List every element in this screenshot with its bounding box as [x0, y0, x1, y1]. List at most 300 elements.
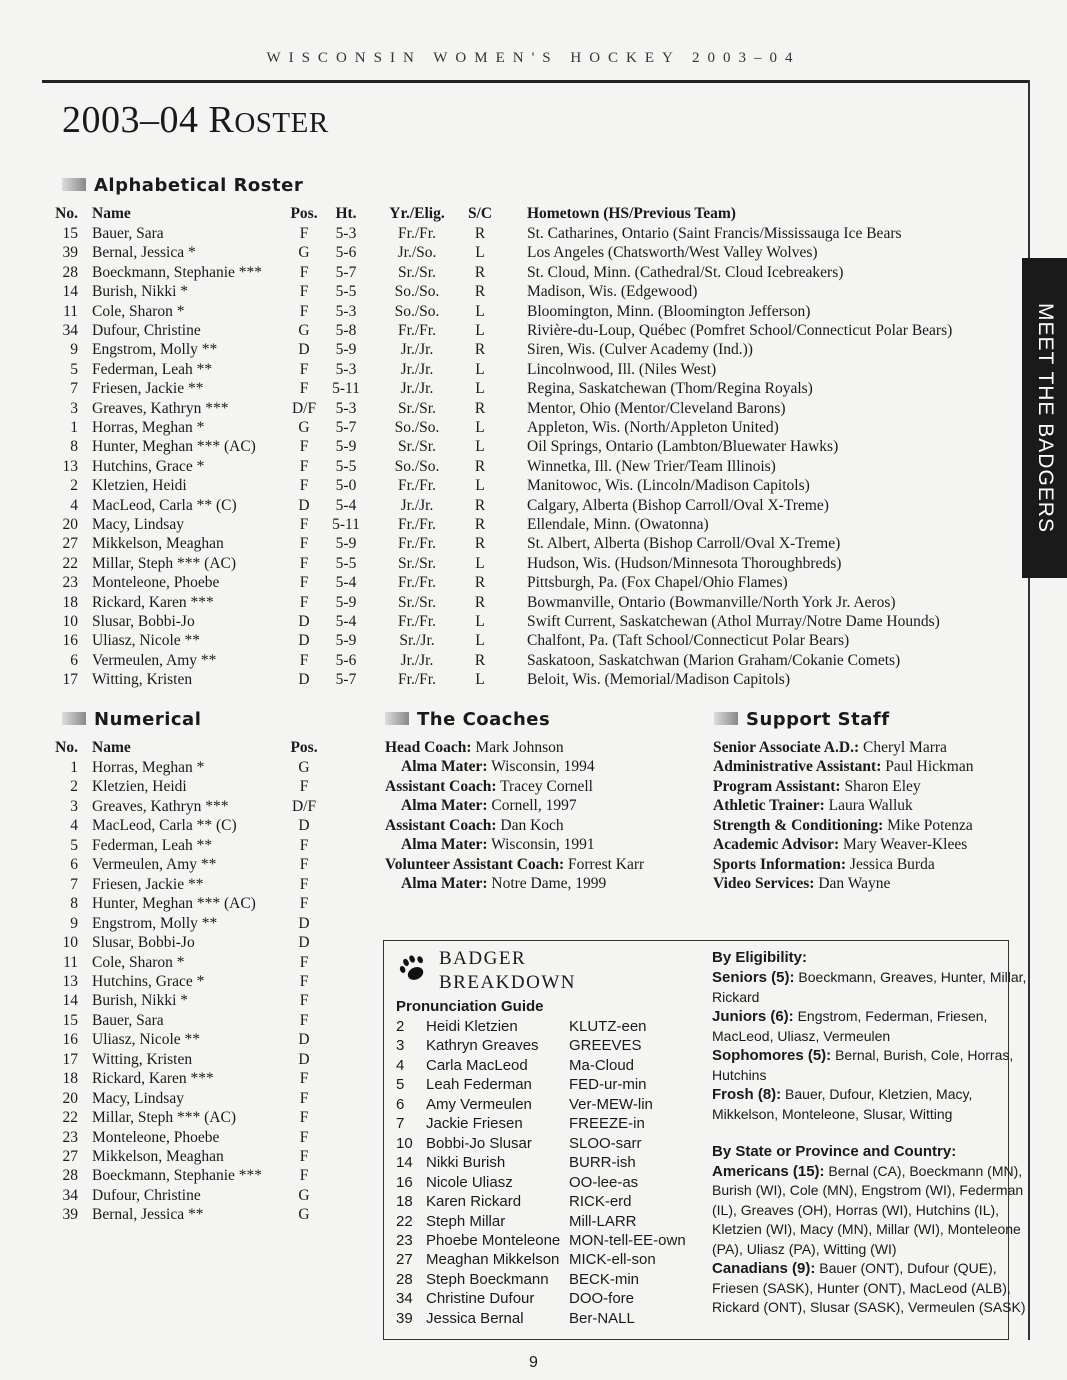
cell-hometown: Ellendale, Minn. (Owatonna): [527, 516, 709, 533]
staff-line: Athletic Trainer: Laura Walluk: [713, 797, 913, 815]
cell-year-elig: Fr./Fr.: [398, 671, 436, 689]
cell-number: 28: [62, 263, 78, 281]
cell-shoots-catches: R: [474, 574, 486, 592]
cell-number: 4: [70, 496, 78, 514]
cell-number: No.: [55, 739, 78, 756]
page-number: 9: [529, 1354, 538, 1371]
cell-hometown: St. Cloud, Minn. (Cathedral/St. Cloud Icebreakers): [527, 263, 844, 281]
cell-shoots-catches: L: [475, 554, 485, 572]
pron-number: 39: [396, 1309, 413, 1327]
cell-year-elig: Fr./Fr.: [398, 322, 436, 339]
pron-number: 28: [396, 1270, 413, 1288]
cell-position: D: [298, 934, 310, 952]
cell-position: F: [299, 380, 309, 398]
cell-shoots-catches: S/C: [467, 205, 493, 222]
cell-shoots-catches: R: [474, 496, 486, 514]
cell-shoots-catches: L: [475, 613, 485, 630]
cell-hometown: Appleton, Wis. (North/Appleton United): [527, 419, 779, 436]
cell-name: Slusar, Bobbi-Jo: [92, 934, 195, 952]
cell-name: Uliasz, Nicole **: [92, 632, 201, 650]
cell-number: 15: [62, 1011, 78, 1029]
cell-year-elig: Sr./Jr.: [399, 632, 435, 650]
cell-name: Vermeulen, Amy **: [92, 651, 217, 669]
table-header: [0, 205, 1020, 225]
state-line: Canadians (9): Bauer (ONT), Dufour (QUE),: [712, 1260, 997, 1278]
cell-position: F: [299, 535, 309, 553]
cell-year-elig: Fr./Fr.: [398, 535, 436, 553]
coach-line: Alma Mater: Wisconsin, 1994: [401, 758, 595, 776]
table-row: [0, 915, 1020, 935]
cell-year-elig: Jr./So.: [397, 244, 437, 262]
label: Program Assistant:: [713, 777, 841, 795]
cell-name: Kletzien, Heidi: [92, 477, 187, 495]
cell-name: Kletzien, Heidi: [92, 778, 187, 796]
cell-name: Macy, Lindsay: [92, 516, 184, 533]
cell-number: 5: [70, 836, 78, 854]
staff-line: Senior Associate A.D.: Cheryl Marra: [713, 739, 947, 756]
pron-name: Steph Millar: [426, 1212, 506, 1230]
pron-number: 34: [396, 1290, 413, 1308]
cell-position: F: [299, 225, 309, 242]
cell-year-elig: Sr./Sr.: [398, 593, 436, 611]
pron-name: Meaghan Mikkelson: [426, 1251, 560, 1269]
table-row: [0, 419, 1020, 439]
pron-name: Steph Boeckmann: [426, 1270, 549, 1288]
cell-number: 34: [62, 322, 78, 339]
cell-shoots-catches: R: [474, 341, 486, 359]
table-row: [0, 225, 1020, 245]
eligibility-line: Mikkelson, Monteleone, Slusar, Witting: [712, 1105, 953, 1122]
cell-position: F: [299, 1070, 309, 1088]
pron-phonetic: Ma-Cloud: [569, 1056, 635, 1074]
table-row: [0, 632, 1020, 652]
cell-position: D: [298, 341, 310, 359]
cell-name: Millar, Steph *** (AC): [92, 1109, 237, 1127]
cell-height: 5-7: [335, 671, 357, 689]
cell-hometown: Winnetka, Ill. (New Trier/Team Illinois): [527, 457, 776, 475]
cell-number: 4: [70, 817, 78, 835]
pron-phonetic: Ber-NALL: [569, 1309, 635, 1327]
cell-name: Slusar, Bobbi-Jo: [92, 613, 195, 630]
coach-line: Head Coach: Mark Johnson: [385, 739, 564, 756]
pron-phonetic: MON-tell-EE-own: [569, 1231, 686, 1249]
cell-number: 23: [62, 1128, 78, 1146]
pron-name: Leah Federman: [426, 1076, 532, 1094]
state-line: Rickard (ONT), Slusar (SASK), Vermeulen (SASK): [712, 1299, 1026, 1316]
cell-year-elig: Jr./Jr.: [400, 360, 434, 378]
table-row: [0, 477, 1020, 497]
running-head: WISCONSIN WOMEN'S HOCKEY 2003–04: [266, 50, 801, 66]
cell-height: 5-9: [335, 593, 357, 611]
cell-position: F: [299, 457, 309, 475]
pron-number: 27: [396, 1251, 413, 1269]
cell-hometown: Manitowoc, Wis. (Lincoln/Madison Capitols): [527, 477, 810, 495]
cell-position: F: [299, 283, 309, 301]
cell-position: F: [299, 1089, 309, 1107]
eligibility-line: Rickard: [712, 988, 760, 1005]
cell-number: 14: [62, 283, 78, 301]
cell-position: G: [298, 1206, 310, 1224]
cell-number: 14: [62, 992, 78, 1010]
paw-print-icon: [397, 953, 429, 983]
cell-year-elig: Fr./Fr.: [398, 477, 436, 495]
pron-name: Bobbi-Jo Slusar: [426, 1134, 532, 1152]
cell-name: Dufour, Christine: [92, 322, 201, 339]
cell-number: 1: [70, 759, 78, 776]
cell-position: D: [298, 671, 310, 689]
cell-shoots-catches: R: [474, 457, 486, 475]
cell-shoots-catches: R: [474, 593, 486, 611]
cell-year-elig: Fr./Fr.: [398, 574, 436, 592]
cell-name: Greaves, Kathryn ***: [92, 797, 229, 815]
pron-number: 22: [396, 1212, 413, 1230]
cell-number: 20: [62, 1089, 78, 1107]
cell-name: Mikkelson, Meaghan: [92, 1148, 224, 1165]
cell-height: 5-4: [335, 574, 357, 592]
group-label: Americans (15):: [712, 1163, 825, 1180]
eligibility-line: MacLeod, Uliasz, Vermeulen: [712, 1027, 891, 1044]
pron-number: 16: [396, 1173, 413, 1191]
side-tab: [1022, 258, 1067, 578]
label: Alma Mater:: [401, 875, 488, 893]
eligibility-line: Juniors (6): Engstrom, Federman, Friesen,: [712, 1008, 988, 1025]
pron-number: 7: [396, 1115, 405, 1133]
table-row: [0, 264, 1020, 284]
eligibility-heading: By Eligibility:: [712, 949, 808, 966]
cell-hometown: Chalfont, Pa. (Taft School/Connecticut Polar Bears): [527, 632, 850, 650]
coaches-heading: The Coaches: [385, 709, 550, 730]
cell-name: Bernal, Jessica *: [92, 244, 196, 262]
cell-position: G: [298, 322, 310, 339]
cell-position: F: [299, 1128, 309, 1146]
pron-name: Karen Rickard: [426, 1193, 522, 1211]
label: Academic Advisor:: [713, 836, 840, 854]
cell-name: Engstrom, Molly **: [92, 341, 218, 359]
cell-number: 17: [62, 671, 78, 689]
page-title: [62, 98, 329, 142]
cell-name: Rickard, Karen ***: [92, 1070, 214, 1088]
cell-hometown: Saskatoon, Saskatchwan (Marion Graham/Cokanie Comets): [527, 651, 901, 669]
pron-number: 18: [396, 1193, 413, 1211]
cell-height: 5-0: [335, 477, 357, 495]
cell-number: 28: [62, 1167, 78, 1185]
pron-name: Amy Vermeulen: [426, 1095, 532, 1113]
cell-shoots-catches: L: [475, 380, 485, 398]
cell-number: 39: [62, 244, 78, 262]
state-line: (PA), Uliasz (PA), Witting (WI): [712, 1240, 897, 1257]
cell-name: Cole, Sharon *: [92, 953, 185, 971]
top-rule: [42, 80, 1030, 83]
cell-position: D: [298, 817, 310, 835]
cell-shoots-catches: L: [475, 632, 485, 650]
cell-number: 22: [62, 554, 78, 572]
pron-name: Carla MacLeod: [426, 1056, 528, 1074]
staff-line: Sports Information: Jessica Burda: [713, 855, 935, 873]
cell-number: 13: [62, 457, 78, 475]
cell-name: Name: [92, 205, 131, 222]
pron-phonetic: BURR-ish: [569, 1154, 636, 1172]
cell-number: 11: [63, 302, 78, 320]
support-staff-heading: Support Staff: [714, 709, 890, 730]
cell-shoots-catches: L: [475, 477, 485, 495]
cell-number: 10: [62, 934, 78, 952]
eligibility-line: Hutchins: [712, 1066, 767, 1083]
heading-bar: [62, 178, 86, 191]
cell-height: 5-6: [335, 651, 357, 669]
cell-number: 2: [70, 477, 78, 495]
cell-number: 39: [62, 1206, 78, 1224]
cell-hometown: Lincolnwood, Ill. (Niles West): [527, 360, 717, 378]
label: Alma Mater:: [401, 758, 488, 776]
cell-position: F: [299, 836, 309, 854]
cell-year-elig: So./So.: [394, 419, 440, 436]
cell-position: D: [298, 632, 310, 650]
pron-number: 10: [396, 1134, 413, 1152]
cell-number: 11: [63, 953, 78, 971]
pron-phonetic: DOO-fore: [569, 1290, 635, 1308]
state-line: (IL), Greaves (OH), Horras (WI), Hutchins (IL),: [712, 1201, 1000, 1218]
state-heading: By State or Province and Country:: [712, 1143, 957, 1160]
eligibility-line: Sophomores (5): Bernal, Burish, Cole, Horras,: [712, 1047, 1014, 1064]
pron-name: Kathryn Greaves: [426, 1037, 539, 1055]
cell-position: G: [298, 244, 310, 262]
table-row: [0, 516, 1020, 536]
cell-height: 5-4: [335, 496, 357, 514]
cell-name: Engstrom, Molly **: [92, 914, 218, 932]
pron-name: Phoebe Monteleone: [426, 1231, 561, 1249]
cell-height: 5-9: [335, 438, 357, 456]
cell-number: 15: [62, 225, 78, 242]
cell-name: Burish, Nikki *: [92, 992, 189, 1010]
cell-number: 3: [70, 399, 78, 417]
cell-name: Federman, Leah **: [92, 836, 213, 854]
table-row: [0, 244, 1020, 264]
group-label: Seniors (5):: [712, 969, 795, 986]
cell-position: F: [299, 554, 309, 572]
cell-year-elig: Jr./Jr.: [400, 341, 434, 359]
cell-name: MacLeod, Carla ** (C): [92, 817, 237, 835]
group-label: Frosh (8):: [712, 1086, 782, 1103]
table-row: [0, 574, 1020, 594]
cell-name: Macy, Lindsay: [92, 1089, 184, 1107]
cell-height: 5-7: [335, 263, 357, 281]
alpha-roster-heading: Alphabetical Roster: [62, 175, 303, 196]
cell-height: 5-9: [335, 535, 357, 553]
pron-phonetic: BECK-min: [569, 1270, 640, 1288]
cell-position: F: [299, 263, 309, 281]
cell-position: D: [298, 914, 310, 932]
state-line: Americans (15): Bernal (CA), Boeckmann (MN),: [712, 1163, 1023, 1180]
group-label: Juniors (6):: [712, 1008, 794, 1025]
cell-number: 20: [62, 516, 78, 533]
cell-position: G: [298, 1186, 310, 1204]
cell-shoots-catches: R: [474, 516, 486, 533]
cell-hometown: Rivière-du-Loup, Québec (Pomfret School/Connecticut Polar Bears): [527, 322, 953, 339]
label: Senior Associate A.D.:: [713, 739, 860, 756]
cell-name: Witting, Kristen: [92, 671, 193, 689]
table-row: [0, 594, 1020, 614]
table-row: [0, 497, 1020, 517]
cell-shoots-catches: R: [474, 225, 486, 242]
pronunciation-heading: Pronunciation Guide: [396, 998, 544, 1015]
cell-hometown: Hudson, Wis. (Hudson/Minnesota Thoroughbreds): [527, 554, 842, 572]
cell-hometown: Regina, Saskatchewan (Thom/Regina Royals): [527, 380, 813, 398]
pron-number: 4: [396, 1056, 405, 1074]
label: Head Coach:: [385, 739, 472, 756]
cell-name: Federman, Leah **: [92, 360, 213, 378]
pron-name: Jessica Bernal: [426, 1309, 524, 1327]
coach-line: Assistant Coach: Tracey Cornell: [385, 777, 593, 795]
cell-shoots-catches: L: [475, 360, 485, 378]
cell-height: 5-3: [335, 360, 357, 378]
pron-number: 23: [396, 1231, 413, 1249]
cell-number: 1: [70, 419, 78, 436]
cell-name: Hutchins, Grace *: [92, 457, 205, 475]
cell-name: MacLeod, Carla ** (C): [92, 496, 237, 514]
cell-name: Name: [92, 739, 131, 756]
cell-number: 18: [62, 1070, 78, 1088]
cell-name: Uliasz, Nicole **: [92, 1031, 201, 1049]
cell-number: 22: [62, 1109, 78, 1127]
cell-position: F: [299, 953, 309, 971]
label: Assistant Coach:: [385, 816, 497, 834]
pron-name: Nikki Burish: [426, 1154, 506, 1172]
cell-name: Horras, Meghan *: [92, 419, 205, 436]
cell-position: D: [298, 1050, 310, 1068]
pron-phonetic: KLUTZ-een: [569, 1018, 647, 1035]
label: Strength & Conditioning:: [713, 816, 884, 834]
cell-height: 5-6: [335, 244, 357, 262]
cell-height: 5-9: [335, 341, 357, 359]
cell-name: Hunter, Meghan *** (AC): [92, 438, 256, 456]
cell-name: Vermeulen, Amy **: [92, 856, 217, 874]
table-row: [0, 322, 1020, 342]
cell-hometown: Swift Current, Saskatchewan (Athol Murray/Notre Dame Hounds): [527, 613, 940, 630]
eligibility-line: Seniors (5): Boeckmann, Greaves, Hunter, Millar,: [712, 969, 1027, 986]
cell-number: 16: [62, 632, 78, 650]
cell-name: Hunter, Meghan *** (AC): [92, 895, 256, 913]
cell-name: Millar, Steph *** (AC): [92, 554, 237, 572]
cell-position: F: [299, 516, 309, 533]
cell-height: 5-5: [335, 457, 357, 475]
cell-year-elig: Fr./Fr.: [398, 225, 436, 242]
cell-position: G: [298, 419, 310, 436]
cell-number: 3: [70, 797, 78, 815]
cell-position: D/F: [291, 797, 317, 815]
group-label: Sophomores (5):: [712, 1047, 832, 1064]
cell-year-elig: Jr./Jr.: [400, 496, 434, 514]
cell-number: 7: [70, 875, 78, 893]
pron-phonetic: Ver-MEW-lin: [569, 1095, 653, 1113]
cell-position: F: [299, 856, 309, 874]
cell-height: 5-7: [335, 419, 357, 436]
cell-number: 9: [70, 341, 78, 359]
cell-hometown: Hometown (HS/Previous Team): [527, 205, 736, 222]
cell-shoots-catches: L: [475, 671, 485, 689]
cell-name: Friesen, Jackie **: [92, 875, 204, 893]
cell-shoots-catches: L: [475, 302, 485, 320]
cell-number: 5: [70, 360, 78, 378]
cell-name: Mikkelson, Meaghan: [92, 535, 224, 553]
cell-position: F: [299, 1011, 309, 1029]
staff-line: Video Services: Dan Wayne: [713, 875, 891, 893]
cell-number: 27: [62, 1148, 78, 1165]
label: Alma Mater:: [401, 797, 488, 815]
cell-name: Monteleone, Phoebe: [92, 574, 220, 592]
cell-number: No.: [55, 205, 78, 222]
cell-name: Dufour, Christine: [92, 1186, 201, 1204]
staff-line: Administrative Assistant: Paul Hickman: [713, 758, 974, 776]
table-row: [0, 652, 1020, 672]
table-row: [0, 671, 1020, 691]
cell-shoots-catches: L: [475, 322, 485, 339]
label: Volunteer Assistant Coach:: [385, 855, 565, 873]
cell-height: 5-5: [335, 283, 357, 301]
cell-number: 6: [70, 856, 78, 874]
cell-year-elig: So./So.: [394, 302, 440, 320]
cell-number: 8: [70, 895, 78, 913]
pron-number: 14: [396, 1154, 413, 1172]
cell-position: Pos.: [290, 205, 318, 222]
table-row: [0, 400, 1020, 420]
table-row: [0, 535, 1020, 555]
cell-height: 5-3: [335, 302, 357, 320]
coach-line: Alma Mater: Wisconsin, 1991: [401, 836, 595, 854]
cell-hometown: Bowmanville, Ontario (Bowmanville/North York Jr. Aeros): [527, 593, 896, 611]
staff-line: Program Assistant: Sharon Eley: [713, 777, 921, 795]
table-row: [0, 341, 1020, 361]
coach-line: Alma Mater: Notre Dame, 1999: [401, 875, 607, 893]
pron-name: Heidi Kletzien: [426, 1018, 518, 1035]
cell-year-elig: Fr./Fr.: [398, 613, 436, 630]
cell-hometown: Oil Springs, Ontario (Lambton/Bluewater Hawks): [527, 438, 839, 456]
cell-height: 5-8: [335, 322, 357, 339]
cell-number: 8: [70, 438, 78, 456]
cell-hometown: Calgary, Alberta (Bishop Carroll/Oval X-Treme): [527, 496, 829, 514]
breakdown-title-2: BREAKDOWN: [439, 972, 576, 993]
table-row: [0, 438, 1020, 458]
pron-name: Christine Dufour: [426, 1290, 535, 1308]
badger-breakdown-box: [383, 940, 1027, 1340]
cell-name: Bauer, Sara: [92, 225, 164, 242]
pron-phonetic: GREEVES: [569, 1037, 642, 1055]
cell-year-elig: Sr./Sr.: [398, 399, 436, 417]
cell-hometown: Bloomington, Minn. (Bloomington Jefferson): [527, 302, 811, 320]
table-row: [0, 458, 1020, 478]
cell-number: 18: [62, 593, 78, 611]
cell-position: F: [299, 574, 309, 592]
cell-year-elig: Sr./Sr.: [398, 438, 436, 456]
cell-name: Greaves, Kathryn ***: [92, 399, 229, 417]
cell-shoots-catches: R: [474, 263, 486, 281]
cell-position: D: [298, 1031, 310, 1049]
cell-number: 16: [62, 1031, 78, 1049]
label: Alma Mater:: [401, 836, 488, 854]
table-row: [0, 303, 1020, 323]
pron-name: Jackie Friesen: [426, 1115, 523, 1133]
cell-height: 5-11: [332, 380, 360, 398]
heading-bar: [385, 712, 409, 725]
pron-phonetic: FED-ur-min: [569, 1076, 647, 1094]
group-label: Canadians (9):: [712, 1260, 816, 1278]
cell-height: 5-5: [335, 554, 357, 572]
cell-name: Horras, Meghan *: [92, 759, 205, 776]
cell-hometown: Los Angeles (Chatsworth/West Valley Wolves): [527, 244, 818, 262]
cell-position: F: [299, 1167, 309, 1185]
cell-hometown: St. Catharines, Ontario (Saint Francis/Mississauga Ice Bears: [527, 225, 902, 242]
cell-year-elig: Jr./Jr.: [400, 651, 434, 669]
cell-name: Friesen, Jackie **: [92, 380, 204, 398]
